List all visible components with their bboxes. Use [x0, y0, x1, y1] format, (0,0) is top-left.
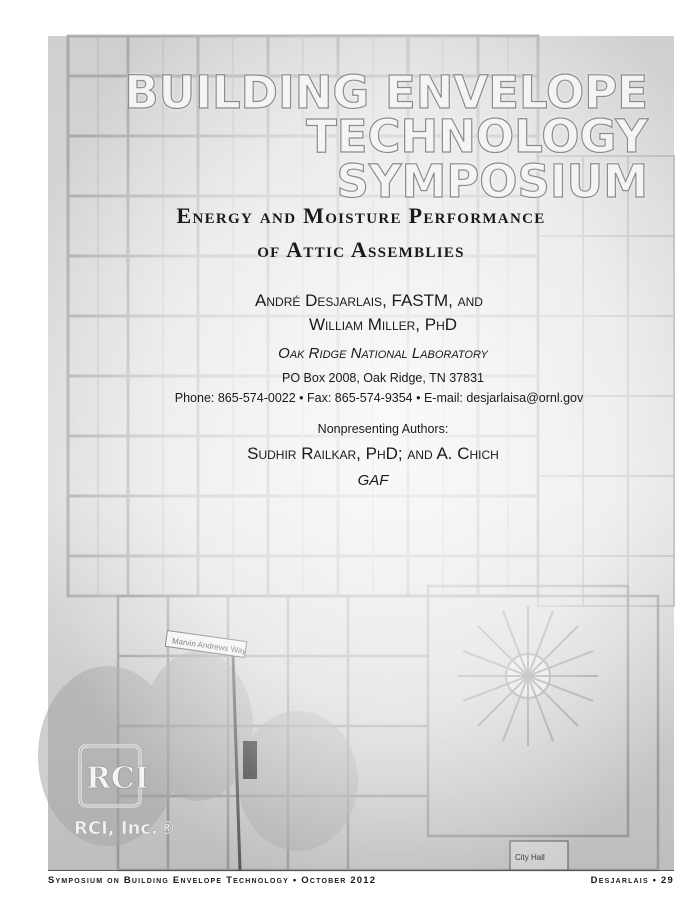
nonpresenting-authors: Sudhir Railkar, PhD; and A. Chich — [247, 444, 499, 463]
authors-line1: André Desjarlais, FASTM, and — [255, 291, 483, 310]
rci-logo-mark: RCI — [86, 761, 149, 796]
author-address: PO Box 2008, Oak Ridge, TN 37831 — [282, 371, 484, 385]
nonpresenting-label: Nonpresenting Authors: — [317, 422, 449, 436]
footer-symposium: Symposium on Building Envelope Technology • October 2012 — [48, 875, 377, 886]
footer-divider — [48, 870, 674, 871]
cover-image — [48, 36, 674, 870]
rci-logo-text: RCI, Inc.® — [74, 818, 176, 839]
author-contact: Phone: 865-574-0022 • Fax: 865-574-9354 • E-mail: desjarlaisa@ornl.gov — [174, 391, 584, 405]
paper-title-line1: Energy and Moisture Performance — [176, 203, 546, 228]
nonpresenting-organization: GAF — [357, 472, 389, 489]
footer-page-number: Desjarlais • 29 — [590, 875, 674, 886]
paper-title-line2: of Attic Assemblies — [257, 237, 465, 262]
authors-line2: William Miller, PhD — [308, 315, 458, 334]
rci-logo-icon — [78, 744, 149, 808]
symposium-banner-line2: TECHNOLOGY SYMPOSIUM — [306, 110, 648, 208]
author-organization: Oak Ridge National Laboratory — [278, 345, 488, 362]
symposium-banner-line1: BUILDING ENVELOPE — [124, 66, 648, 119]
